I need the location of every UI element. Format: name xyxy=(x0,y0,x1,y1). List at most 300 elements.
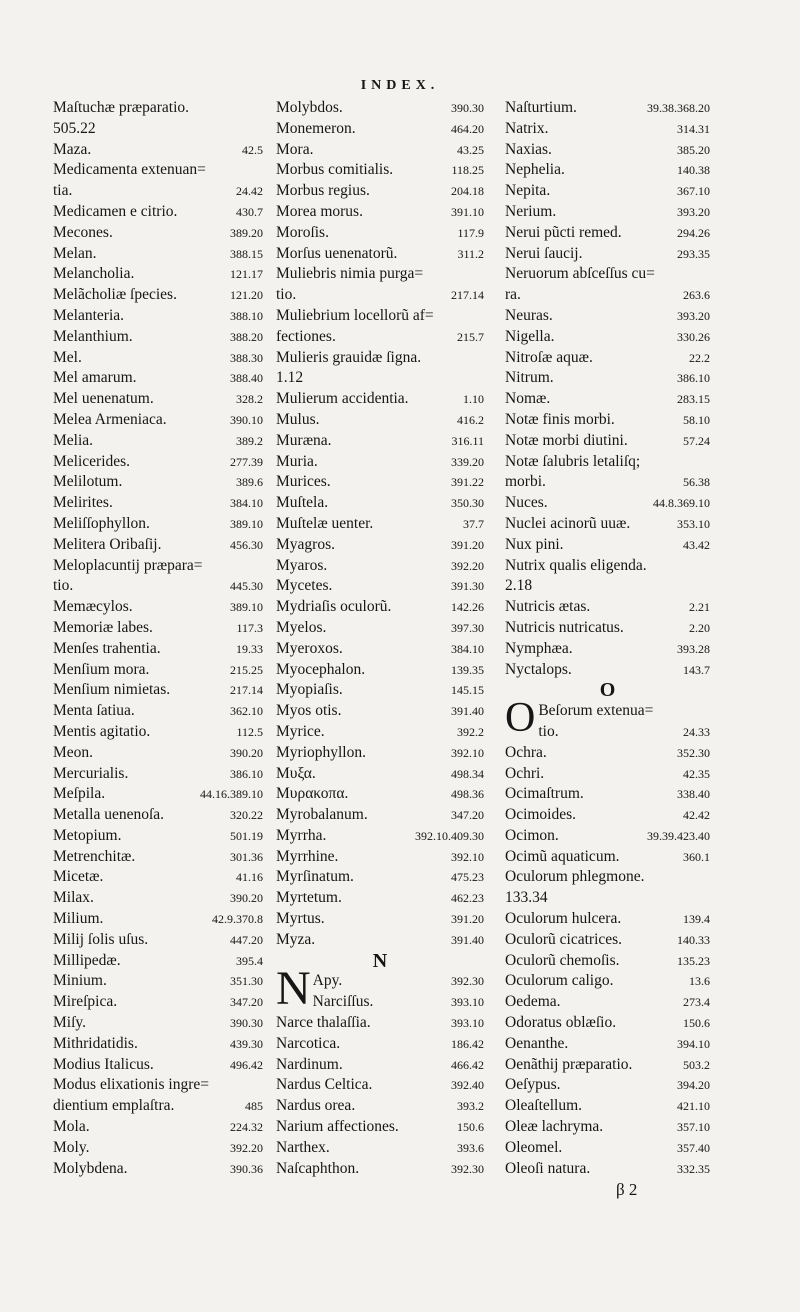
index-entry xyxy=(53,1075,263,1096)
index-entry xyxy=(505,514,710,535)
index-entry xyxy=(505,306,710,327)
entry-ref: 328.2 xyxy=(236,392,263,407)
entry-term: Oleomel. xyxy=(505,1138,563,1156)
entry-ref: 389.2 xyxy=(236,433,263,448)
entry-ref: 121.17 xyxy=(230,267,263,282)
index-entry xyxy=(276,431,484,452)
index-entry xyxy=(505,98,710,119)
entry-term: Narce thalaſſia. xyxy=(276,1014,371,1032)
index-entry xyxy=(276,680,484,701)
index-entry xyxy=(505,493,710,514)
entry-ref: 498.34 xyxy=(451,766,484,781)
entry-ref: 294.26 xyxy=(677,225,710,240)
index-entry xyxy=(505,618,710,639)
entry-term: Melilotum. xyxy=(53,473,123,491)
entry-ref: 393.20 xyxy=(677,204,710,219)
index-entry xyxy=(276,847,484,868)
entry-term: Apy. xyxy=(312,972,343,990)
entry-ref: 13.6 xyxy=(689,974,710,989)
entry-ref: 462.23 xyxy=(451,891,484,906)
entry-term: Oculorum phlegmone. xyxy=(505,868,645,886)
index-entry xyxy=(53,680,263,701)
entry-ref: 393.28 xyxy=(677,641,710,656)
index-entry xyxy=(276,472,484,493)
entry-term: dientium emplaſtra. xyxy=(53,1097,175,1115)
index-entry xyxy=(53,597,263,618)
entry-ref: 439.30 xyxy=(230,1036,263,1051)
index-entry xyxy=(505,431,710,452)
entry-ref: 390.30 xyxy=(451,101,484,115)
index-entry xyxy=(276,722,484,743)
entry-term: Oenãthij præparatio. xyxy=(505,1055,633,1073)
index-entry xyxy=(276,1075,484,1096)
index-entry xyxy=(505,410,710,431)
index-entry xyxy=(276,244,484,265)
entry-ref: 277.39 xyxy=(230,454,263,469)
entry-term: Maſtuchæ præparatio. xyxy=(53,99,190,116)
index-column-1 xyxy=(53,98,263,1179)
entry-term: Morbus regius. xyxy=(276,182,370,200)
index-entry xyxy=(53,1034,263,1055)
entry-term: Milium. xyxy=(53,910,104,928)
index-entry xyxy=(313,992,484,1013)
entry-term: Mora. xyxy=(276,140,314,158)
index-entry xyxy=(276,514,484,535)
entry-term: Molybdos. xyxy=(276,99,343,116)
index-entry xyxy=(505,1117,710,1138)
entry-term: Myrobalanum. xyxy=(276,806,368,824)
entry-term: Maza. xyxy=(53,140,92,158)
index-column-3 xyxy=(505,98,710,1179)
index-entry xyxy=(276,535,484,556)
entry-ref xyxy=(259,1075,263,1096)
entry-term: Natrix. xyxy=(505,119,549,137)
entry-ref: 389.10 xyxy=(230,516,263,531)
entry-term: Myrſinatum. xyxy=(276,868,354,886)
entry-ref: 393.10 xyxy=(451,995,484,1010)
entry-term: Nerui pũcti remed. xyxy=(505,223,622,241)
index-entry xyxy=(53,971,263,992)
entry-term: Mel. xyxy=(53,348,82,366)
entry-term: Ocimon. xyxy=(505,826,559,844)
entry-ref: 44.8.369.10 xyxy=(653,496,710,511)
entry-term: Myaros. xyxy=(276,556,328,574)
entry-ref: 204.18 xyxy=(451,184,484,199)
index-entry xyxy=(53,1159,263,1180)
entry-term: tio. xyxy=(538,722,559,740)
entry-term: Mecones. xyxy=(53,223,113,241)
entry-term: Melanthium. xyxy=(53,327,133,345)
index-entry xyxy=(538,722,710,743)
index-entry xyxy=(505,847,710,868)
index-entry xyxy=(505,368,710,389)
entry-ref: 392.10 xyxy=(451,745,484,760)
index-entry xyxy=(276,181,484,202)
index-entry xyxy=(53,244,263,265)
entry-term: Melanteria. xyxy=(53,306,125,324)
entry-term: morbi. xyxy=(505,473,546,491)
entry-term: Millipedæ. xyxy=(53,951,121,969)
index-entry xyxy=(276,98,484,119)
index-entry xyxy=(276,867,484,888)
index-entry xyxy=(53,410,263,431)
entry-term: Oleaſtellum. xyxy=(505,1097,583,1115)
index-entry xyxy=(53,472,263,493)
index-entry xyxy=(505,971,710,992)
entry-ref: 2.21 xyxy=(689,600,710,615)
entry-term: Narciſſus. xyxy=(312,993,374,1011)
entry-ref: 384.10 xyxy=(230,496,263,511)
entry-ref xyxy=(706,264,710,285)
entry-ref: 362.10 xyxy=(230,704,263,719)
entry-term: Nigella. xyxy=(505,327,555,345)
entry-term: Muria. xyxy=(276,452,318,470)
index-entry xyxy=(505,805,710,826)
index-entry xyxy=(505,223,710,244)
index-entry xyxy=(53,327,263,348)
entry-term: Myos otis. xyxy=(276,702,342,720)
index-column-2 xyxy=(276,98,484,1179)
entry-term: Myagros. xyxy=(276,535,335,553)
index-entry xyxy=(53,784,263,805)
entry-ref: 273.4 xyxy=(683,995,710,1010)
entry-term: Narthex. xyxy=(276,1138,330,1156)
entry-term: Nerui ſaucij. xyxy=(505,244,583,262)
entry-term: Notæ ſalubris letaliſq; xyxy=(505,452,641,470)
index-entry xyxy=(53,847,263,868)
entry-ref: 217.14 xyxy=(451,288,484,303)
entry-ref: 367.10 xyxy=(677,184,710,199)
entry-ref: 112.5 xyxy=(236,724,263,739)
index-entry xyxy=(505,119,710,140)
entry-ref: 391.22 xyxy=(451,475,484,490)
entry-term: Mel uenenatum. xyxy=(53,390,154,408)
index-entry xyxy=(53,452,263,473)
index-entry xyxy=(276,701,484,722)
entry-term: Miſy. xyxy=(53,1014,87,1032)
entry-term: Myopiaſis. xyxy=(276,681,343,699)
entry-term: Mel amarum. xyxy=(53,369,137,387)
entry-term: Menſium nimietas. xyxy=(53,681,171,699)
index-entry xyxy=(276,639,484,660)
index-entry xyxy=(53,618,263,639)
entry-ref: 475.23 xyxy=(451,870,484,885)
entry-term: Melãcholiæ ſpecies. xyxy=(53,286,177,304)
entry-ref: 392.20 xyxy=(451,558,484,573)
entry-ref: 384.10 xyxy=(451,641,484,656)
entry-ref: 301.36 xyxy=(230,849,263,864)
index-entry xyxy=(276,826,484,847)
entry-term: Ocimaſtrum. xyxy=(505,785,584,803)
entry-term: Moly. xyxy=(53,1138,90,1156)
entry-term: Meſpila. xyxy=(53,785,106,803)
entry-term: Nepita. xyxy=(505,182,551,200)
section-letter-n: N xyxy=(372,949,388,972)
index-entry xyxy=(505,535,710,556)
entry-term: Metalla uenenoſa. xyxy=(53,806,165,824)
entry-term: Melirites. xyxy=(53,494,113,512)
entry-ref: 391.40 xyxy=(451,704,484,719)
entry-term: Ochra. xyxy=(505,743,547,761)
index-entry xyxy=(53,930,263,951)
entry-term: 2.18 xyxy=(505,577,533,595)
index-entry xyxy=(276,389,484,410)
entry-ref: 24.33 xyxy=(683,724,710,739)
entry-ref xyxy=(259,556,263,577)
index-entry xyxy=(53,431,263,452)
entry-ref xyxy=(706,556,710,577)
entry-term: Micetæ. xyxy=(53,868,104,886)
drop-cap-entry-o xyxy=(505,695,710,743)
index-entry xyxy=(276,1013,484,1034)
entry-term: Nuclei acinorũ uuæ. xyxy=(505,514,631,532)
index-entry xyxy=(53,160,263,181)
entry-ref: 389.6 xyxy=(236,475,263,490)
entry-ref: 395.4 xyxy=(236,953,263,968)
index-entry xyxy=(276,805,484,826)
entry-ref: 392.10 xyxy=(451,849,484,864)
entry-term: Molybdena. xyxy=(53,1159,128,1177)
index-entry xyxy=(53,514,263,535)
index-entry xyxy=(276,368,484,389)
entry-term: Nitrum. xyxy=(505,369,554,387)
entry-ref: 2.20 xyxy=(689,620,710,635)
entry-ref: 385.20 xyxy=(677,142,710,157)
index-entry xyxy=(505,826,710,847)
index-entry xyxy=(276,202,484,223)
entry-term: Narcotica. xyxy=(276,1034,341,1052)
index-entry xyxy=(276,888,484,909)
index-entry xyxy=(505,472,710,493)
entry-ref xyxy=(706,888,710,909)
entry-ref: 41.16 xyxy=(236,870,263,885)
entry-term: Moroſis. xyxy=(276,223,329,241)
entry-term: Myrtus. xyxy=(276,910,325,928)
index-entry xyxy=(53,223,263,244)
entry-ref: 501.19 xyxy=(230,828,263,843)
index-entry xyxy=(276,119,484,140)
index-entry xyxy=(505,1159,710,1180)
entry-ref: 1.10 xyxy=(463,392,484,407)
index-entry xyxy=(505,244,710,265)
index-entry xyxy=(505,160,710,181)
index-entry xyxy=(276,1034,484,1055)
index-entry xyxy=(505,660,710,681)
entry-term: Morſus uenenatorũ. xyxy=(276,244,398,262)
index-entry xyxy=(505,348,710,369)
entry-term: Nardus orea. xyxy=(276,1097,356,1115)
entry-term: Melia. xyxy=(53,431,94,449)
index-entry xyxy=(276,140,484,161)
entry-term: Memoriæ labes. xyxy=(53,618,153,636)
entry-ref: 347.20 xyxy=(451,808,484,823)
index-entry xyxy=(276,306,484,327)
page-header: INDEX. xyxy=(360,78,440,93)
entry-term: Milij ſolis uſus. xyxy=(53,930,149,948)
entry-term: Melancholia. xyxy=(53,265,135,283)
entry-term: Modius Italicus. xyxy=(53,1055,154,1073)
index-entry xyxy=(53,1138,263,1159)
entry-ref: 314.31 xyxy=(677,121,710,136)
index-entry xyxy=(505,639,710,660)
entry-ref: 339.20 xyxy=(451,454,484,469)
entry-term: Oleoſi natura. xyxy=(505,1159,591,1177)
entry-ref: 139.4 xyxy=(683,912,710,927)
entry-term: Notæ finis morbi. xyxy=(505,410,615,428)
entry-term: Myocephalon. xyxy=(276,660,366,678)
entry-ref: 386.10 xyxy=(677,371,710,386)
entry-term: Oculorũ chemoſis. xyxy=(505,951,620,969)
entry-term: Μυρακοπα. xyxy=(276,785,349,803)
index-entry xyxy=(276,556,484,577)
index-entry xyxy=(53,576,263,597)
entry-ref: 320.22 xyxy=(230,808,263,823)
entry-term: Myelos. xyxy=(276,618,327,636)
entry-ref: 140.33 xyxy=(677,932,710,947)
entry-term: Medicamenta extenuan= xyxy=(53,161,206,179)
index-entry xyxy=(53,306,263,327)
index-entry xyxy=(53,202,263,223)
entry-ref: 39.39.423.40 xyxy=(647,828,710,843)
entry-term: Meliſſophyllon. xyxy=(53,514,150,532)
index-entry xyxy=(53,743,263,764)
index-entry xyxy=(53,992,263,1013)
index-entry xyxy=(505,264,710,285)
entry-ref: 445.30 xyxy=(230,579,263,594)
entry-term: Neruorum abſceſſus cu= xyxy=(505,265,655,283)
entry-term: Ocimoides. xyxy=(505,806,577,824)
entry-term: Nephelia. xyxy=(505,161,565,179)
entry-term: Mentis agitatio. xyxy=(53,722,151,740)
entry-ref xyxy=(480,348,484,369)
index-entry xyxy=(276,285,484,306)
entry-term: Metopium. xyxy=(53,826,122,844)
entry-ref: 391.10 xyxy=(451,204,484,219)
entry-ref: 357.40 xyxy=(677,1140,710,1155)
entry-ref: 391.40 xyxy=(451,932,484,947)
entry-ref xyxy=(259,119,263,140)
index-entry xyxy=(505,992,710,1013)
index-entry xyxy=(505,1055,710,1076)
entry-ref: 42.9.370.8 xyxy=(212,912,263,927)
entry-ref: 389.20 xyxy=(230,225,263,240)
index-entry xyxy=(276,660,484,681)
entry-term: Naſturtium. xyxy=(505,99,577,116)
index-entry xyxy=(276,264,484,285)
entry-term: Menſium mora. xyxy=(53,660,150,678)
index-entry xyxy=(53,722,263,743)
entry-ref: 391.30 xyxy=(451,579,484,594)
index-entry xyxy=(276,1117,484,1138)
entry-ref: 360.1 xyxy=(683,849,710,864)
index-entry xyxy=(505,181,710,202)
entry-ref: 390.30 xyxy=(230,1016,263,1031)
entry-ref xyxy=(259,160,263,181)
entry-ref: 392.30 xyxy=(451,1161,484,1176)
entry-term: Notæ morbi diutini. xyxy=(505,431,628,449)
index-entry xyxy=(505,743,710,764)
entry-term: Meon. xyxy=(53,743,94,761)
index-entry xyxy=(53,119,263,140)
index-entry xyxy=(505,867,710,888)
entry-ref: 19.33 xyxy=(236,641,263,656)
entry-ref xyxy=(480,368,484,389)
entry-ref: 58.10 xyxy=(683,412,710,427)
entry-ref: 22.2 xyxy=(689,350,710,365)
index-entry xyxy=(53,1096,263,1117)
signature-mark: β 2 xyxy=(616,1180,638,1199)
index-entry xyxy=(53,660,263,681)
entry-term: Mydriaſis oculorũ. xyxy=(276,598,392,616)
entry-term: Muſtela. xyxy=(276,494,329,512)
index-entry xyxy=(53,805,263,826)
index-entry xyxy=(505,327,710,348)
entry-term: Odoratus oblæſio. xyxy=(505,1014,617,1032)
entry-ref: 56.38 xyxy=(683,475,710,490)
entry-ref: 142.26 xyxy=(451,600,484,615)
entry-ref xyxy=(480,306,484,327)
index-entry xyxy=(505,784,710,805)
entry-ref: 388.30 xyxy=(230,350,263,365)
entry-term: Μυξα. xyxy=(276,764,316,782)
entry-ref: 118.25 xyxy=(451,163,484,178)
entry-term: Mola. xyxy=(53,1118,90,1136)
index-entry xyxy=(276,348,484,369)
index-entry xyxy=(276,1096,484,1117)
entry-ref: 392.30 xyxy=(451,974,484,989)
entry-ref: 338.40 xyxy=(677,787,710,802)
index-entry xyxy=(505,389,710,410)
index-entry xyxy=(53,639,263,660)
entry-ref: 390.36 xyxy=(230,1161,263,1176)
entry-term: Morea morus. xyxy=(276,202,363,220)
index-entry xyxy=(53,368,263,389)
entry-term: Mercurialis. xyxy=(53,764,129,782)
entry-term: Narium affectiones. xyxy=(276,1118,399,1136)
index-entry xyxy=(276,452,484,473)
entry-term: Mulieris grauidæ ſigna. xyxy=(276,348,422,366)
entry-ref: 117.9 xyxy=(457,225,484,240)
index-entry xyxy=(276,618,484,639)
drop-cap-n: N xyxy=(276,962,311,1016)
index-entry xyxy=(53,826,263,847)
entry-term: Murices. xyxy=(276,473,331,491)
entry-term: Myrrhine. xyxy=(276,847,339,865)
entry-ref: 332.35 xyxy=(677,1161,710,1176)
entry-ref: 456.30 xyxy=(230,537,263,552)
entry-term: Nutricis nutricatus. xyxy=(505,618,624,636)
entry-term: Mulierum accidentia. xyxy=(276,390,409,408)
entry-ref: 390.20 xyxy=(230,891,263,906)
index-entry xyxy=(276,909,484,930)
entry-term: Oenanthe. xyxy=(505,1034,569,1052)
entry-term: Oeſypus. xyxy=(505,1076,561,1094)
entry-term: fectiones. xyxy=(276,327,336,345)
index-entry xyxy=(53,1055,263,1076)
entry-term: tia. xyxy=(53,182,73,200)
entry-ref: 150.6 xyxy=(457,1120,484,1135)
index-entry xyxy=(276,327,484,348)
entry-ref: 117.3 xyxy=(236,620,263,635)
index-entry xyxy=(505,909,710,930)
entry-ref: 393.10 xyxy=(451,1016,484,1031)
entry-term: Nutrix qualis eligenda. xyxy=(505,556,647,574)
entry-term: Menſes trahentia. xyxy=(53,639,161,657)
index-entry xyxy=(53,389,263,410)
index-entry xyxy=(505,1138,710,1159)
entry-term: Melea Armeniaca. xyxy=(53,410,167,428)
entry-ref: 392.20 xyxy=(230,1140,263,1155)
